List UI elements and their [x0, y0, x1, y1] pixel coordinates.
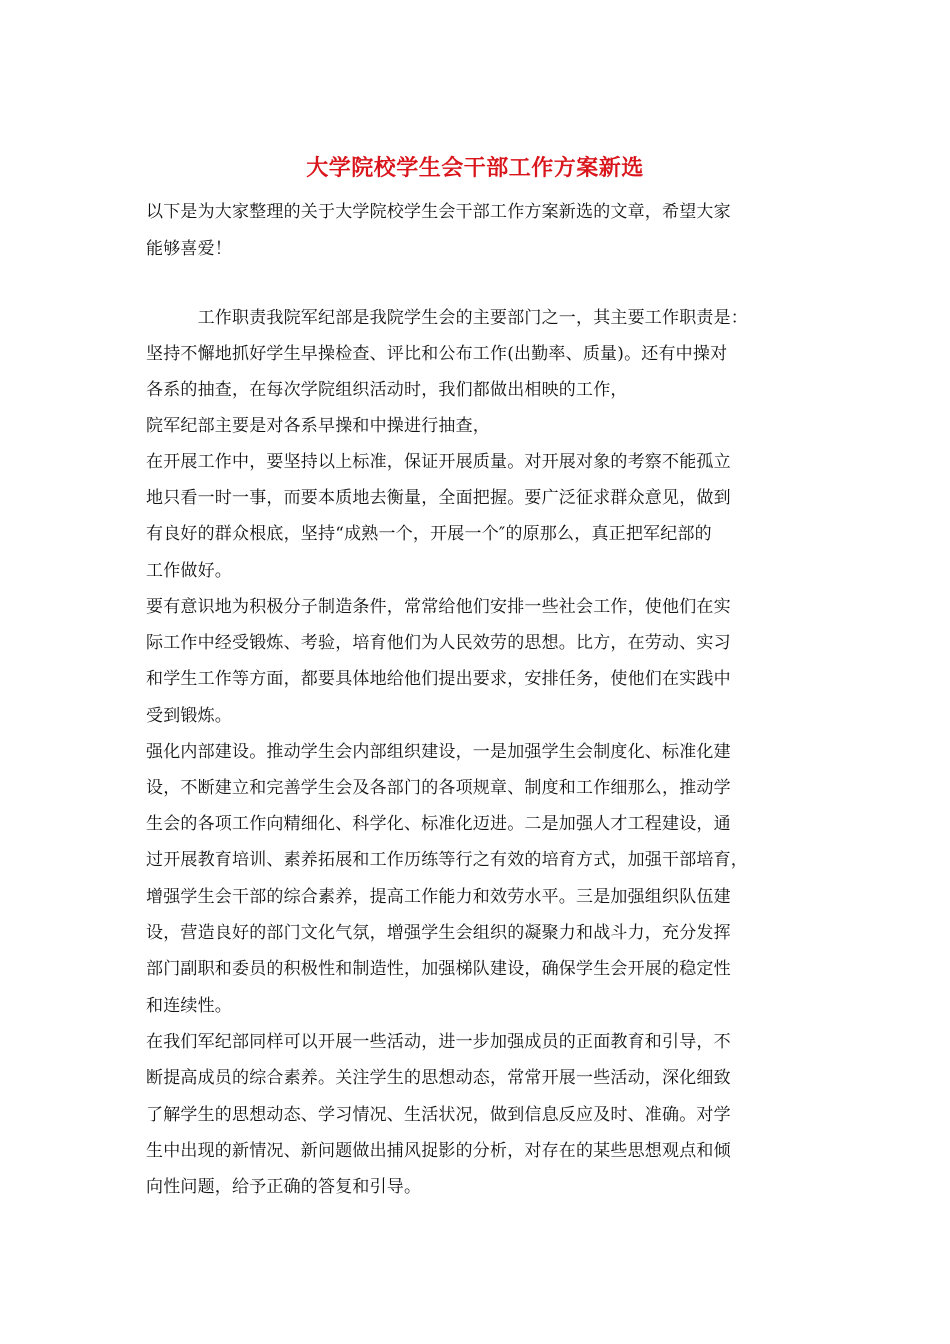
body-line: 断提高成员的综合素养。关注学生的思想动态，常常开展一些活动，深化细致 [146, 1068, 731, 1088]
body-line: 受到锻炼。 [146, 706, 232, 726]
body-line: 生中出现的新情况、新问题做出捕风捉影的分析，对存在的某些思想观点和倾 [146, 1141, 731, 1161]
body-line: 地只看一时一事，而要本质地去衡量，全面把握。要广泛征求群众意见，做到 [146, 488, 731, 508]
body-line: 在我们军纪部同样可以开展一些活动，进一步加强成员的正面教育和引导，不 [146, 1032, 731, 1052]
body-line: 设，营造良好的部门文化气氛，增强学生会组织的凝聚力和战斗力，充分发挥 [146, 923, 731, 943]
body-line: 以下是为大家整理的关于大学院校学生会干部工作方案新选的文章，希望大家 [146, 202, 731, 222]
document-title: 大学院校学生会干部工作方案新选 [306, 155, 644, 181]
body-line: 生会的各项工作向精细化、科学化、标准化迈进。二是加强人才工程建设，通 [146, 814, 731, 834]
body-line: 有良好的群众根底，坚持“成熟一个，开展一个″的原那么，真正把军纪部的 [146, 524, 712, 544]
body-line: 工作做好。 [146, 561, 232, 581]
body-line: 坚持不懈地抓好学生早操检查、评比和公布工作(出勤率、质量)。还有中操对 [146, 344, 728, 364]
body-line: 院军纪部主要是对各系早操和中操进行抽查， [146, 416, 490, 436]
body-line: 过开展教育培训、素养拓展和工作历练等行之有效的培育方式，加强干部培育， [146, 850, 748, 870]
body-line: 部门副职和委员的积极性和制造性，加强梯队建设，确保学生会开展的稳定性 [146, 959, 731, 979]
body-line: 际工作中经受锻炼、考验，培育他们为人民效劳的思想。比方，在劳动、实习 [146, 633, 731, 653]
body-line: 和学生工作等方面，都要具体地给他们提出要求，安排任务，使他们在实践中 [146, 669, 731, 689]
body-line: 强化内部建设。推动学生会内部组织建设，一是加强学生会制度化、标准化建 [146, 742, 731, 762]
body-line: 在开展工作中，要坚持以上标准，保证开展质量。对开展对象的考察不能孤立 [146, 452, 731, 472]
body-line: 向性问题，给予正确的答复和引导。 [146, 1177, 422, 1197]
body-line: 工作职责我院军纪部是我院学生会的主要部门之一，其主要工作职责是： [146, 308, 748, 328]
body-line: 增强学生会干部的综合素养，提高工作能力和效劳水平。三是加强组织队伍建 [146, 887, 731, 907]
body-line: 要有意识地为积极分子制造条件，常常给他们安排一些社会工作，使他们在实 [146, 597, 731, 617]
body-line: 能够喜爱！ [146, 239, 232, 259]
body-line: 了解学生的思想动态、学习情况、生活状况，做到信息反应及时、准确。对学 [146, 1105, 731, 1125]
body-line: 设，不断建立和完善学生会及各部门的各项规章、制度和工作细那么，推动学 [146, 778, 731, 798]
body-line: 和连续性。 [146, 996, 232, 1016]
body-line: 各系的抽查，在每次学院组织活动时，我们都做出相映的工作， [146, 380, 628, 400]
